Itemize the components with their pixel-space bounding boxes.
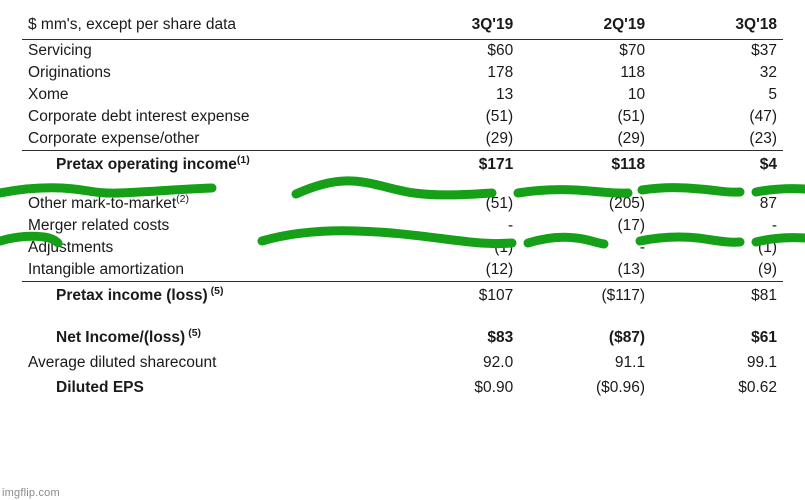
row-value: 32 [759, 64, 777, 81]
row-value: 5 [768, 86, 777, 103]
table-row [22, 62, 783, 84]
table-row [22, 84, 783, 106]
row-spacer [22, 179, 783, 193]
table-row-net-income [22, 324, 783, 352]
table-row [22, 352, 783, 374]
row-value: ($117) [601, 287, 646, 304]
row-label: Net Income/(loss) [56, 329, 186, 346]
watermark-label: imgflip.com [2, 487, 60, 499]
row-value: ($0.96) [595, 379, 646, 396]
row-value: 178 [487, 64, 514, 81]
row-value: (47) [749, 108, 777, 125]
table-header-col-3: 3Q'18 [651, 14, 783, 40]
row-value: $0.62 [738, 379, 777, 396]
row-value: 10 [627, 86, 646, 103]
table-row [22, 215, 783, 237]
table-header-row [22, 14, 783, 40]
row-value: 87 [759, 195, 777, 212]
table-row-other-mark-to-market [22, 193, 783, 215]
table-row-diluted-eps [22, 374, 783, 402]
row-value: (51) [485, 195, 514, 212]
row-spacer [22, 310, 783, 324]
table-row-pretax-operating-income [22, 151, 783, 180]
row-value: $0.90 [474, 379, 514, 396]
row-value: (12) [387, 259, 519, 282]
footnote-marker: (5) [210, 284, 224, 297]
row-value: ($87) [608, 329, 646, 346]
row-value: $81 [751, 287, 777, 304]
row-label: Servicing [28, 42, 92, 59]
row-value: (23) [651, 128, 783, 151]
row-value: 118 [620, 64, 646, 81]
row-value: (29) [519, 128, 651, 151]
row-value: 13 [495, 86, 514, 103]
row-value: $83 [487, 329, 514, 346]
row-value: (51) [485, 108, 514, 125]
footnote-marker: (1) [236, 153, 250, 166]
row-label: Pretax income (loss) [56, 287, 208, 304]
footnote-marker: (5) [188, 326, 202, 339]
table-row [22, 40, 783, 63]
row-value: - [771, 217, 777, 234]
row-value: $61 [751, 329, 777, 346]
row-label: Other mark-to-market [28, 195, 177, 212]
row-value: 91.1 [614, 354, 646, 371]
row-label: Originations [28, 64, 111, 81]
row-label: Adjustments [28, 239, 114, 256]
table-header-col-1: 3Q'19 [387, 14, 519, 40]
row-value: (29) [387, 128, 519, 151]
row-label: Diluted EPS [56, 379, 144, 396]
footnote-marker: (2) [176, 192, 189, 205]
row-value: - [508, 217, 514, 234]
row-label: Merger related costs [28, 217, 170, 234]
row-value: $107 [478, 287, 514, 304]
row-value: $37 [751, 42, 777, 59]
row-value: $4 [759, 156, 777, 173]
table-row [22, 106, 783, 128]
table-row-pretax-income [22, 282, 783, 311]
row-label: Average diluted sharecount [28, 354, 217, 371]
row-label: Corporate debt interest expense [28, 108, 250, 125]
table-header-col-2: 2Q'19 [519, 14, 651, 40]
row-value: (51) [617, 108, 646, 125]
row-value: (17) [617, 217, 646, 234]
row-value: (1) [494, 239, 514, 256]
row-label: Xome [28, 86, 69, 103]
row-value: $118 [611, 156, 646, 173]
row-value: $171 [478, 156, 514, 173]
row-value: $60 [487, 42, 514, 59]
table-row [22, 237, 783, 259]
table-row [22, 128, 783, 151]
row-value: $70 [619, 42, 646, 59]
row-label: Intangible amortization [28, 261, 184, 278]
row-value: 99.1 [746, 354, 777, 371]
row-value: (205) [608, 195, 646, 212]
financial-summary-table [22, 14, 783, 402]
row-label: Corporate expense/other [28, 130, 200, 147]
table-header-label: $ mm's, except per share data [22, 14, 387, 40]
row-value: - [639, 239, 646, 256]
row-value: (1) [758, 239, 777, 256]
row-value: (9) [651, 259, 783, 282]
row-value: 92.0 [483, 354, 514, 371]
row-label: Pretax operating income [56, 156, 237, 173]
table-row [22, 259, 783, 282]
row-value: (13) [519, 259, 651, 282]
